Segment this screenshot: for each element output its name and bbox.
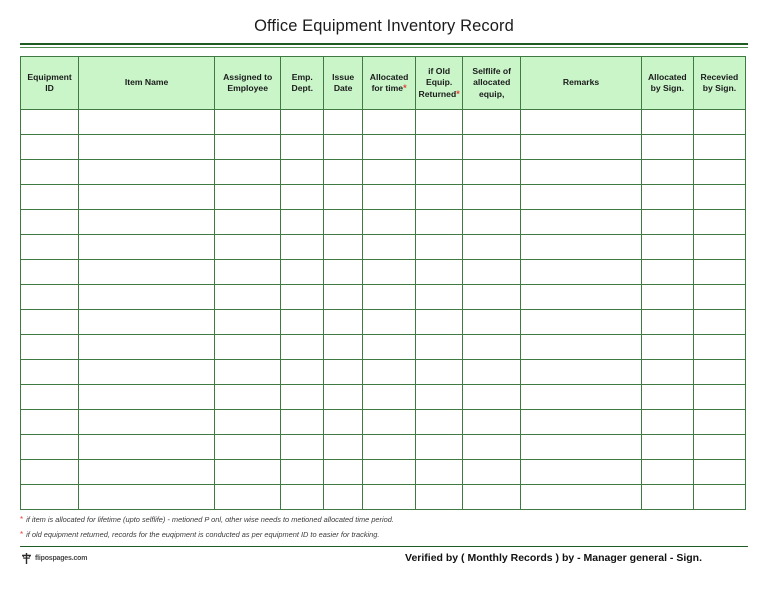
table-cell-old_equip[interactable]: [416, 435, 463, 460]
table-cell-received_sign[interactable]: [693, 260, 745, 285]
table-cell-equipment_id[interactable]: [21, 485, 79, 510]
table-cell-remarks[interactable]: [521, 310, 641, 335]
table-row: [21, 210, 746, 235]
table-cell-issue_date[interactable]: [324, 360, 363, 385]
table-cell-assigned_to[interactable]: [215, 360, 281, 385]
table-cell-allocated_sign[interactable]: [641, 210, 693, 235]
table-cell-issue_date[interactable]: [324, 485, 363, 510]
header-label-line2: by Sign.: [650, 83, 685, 94]
table-cell-old_equip[interactable]: [416, 410, 463, 435]
table-cell-old_equip[interactable]: [416, 235, 463, 260]
required-marker-icon: *: [456, 88, 460, 99]
table-cell-allocated_sign[interactable]: [641, 160, 693, 185]
column-header-emp-dept: [281, 57, 324, 110]
table-cell-selflife[interactable]: [463, 460, 521, 485]
table-cell-assigned_to[interactable]: [215, 210, 281, 235]
table-cell-allocated_time[interactable]: [363, 485, 416, 510]
table-cell-allocated_time[interactable]: [363, 235, 416, 260]
column-header-allocated-for-time: [363, 57, 416, 110]
table-cell-item_name[interactable]: [79, 460, 215, 485]
header-label-line2: for time: [371, 82, 404, 93]
table-cell-emp_dept[interactable]: [281, 110, 324, 135]
table-cell-allocated_sign[interactable]: [641, 485, 693, 510]
table-cell-selflife[interactable]: [463, 335, 521, 360]
table-cell-allocated_sign[interactable]: [641, 285, 693, 310]
page-title: Office Equipment Inventory Record: [254, 17, 514, 35]
table-cell-issue_date[interactable]: [324, 160, 363, 185]
table-cell-equipment_id[interactable]: [21, 210, 79, 235]
table-cell-allocated_sign[interactable]: [641, 185, 693, 210]
table-cell-remarks[interactable]: [521, 110, 641, 135]
table-cell-emp_dept[interactable]: [281, 385, 324, 410]
table-row: [21, 310, 746, 335]
table-cell-item_name[interactable]: [79, 310, 215, 335]
header-label-line1: Issue: [332, 71, 355, 82]
table-cell-remarks[interactable]: [521, 360, 641, 385]
column-header-assigned-to-employee: [215, 57, 281, 110]
table-cell-allocated_time[interactable]: [363, 210, 416, 235]
table-cell-selflife[interactable]: [463, 185, 521, 210]
table-cell-assigned_to[interactable]: [215, 410, 281, 435]
column-header-equipment-id: [21, 57, 79, 110]
table-cell-remarks[interactable]: [521, 435, 641, 460]
table-cell-received_sign[interactable]: [693, 310, 745, 335]
table-cell-assigned_to[interactable]: [215, 285, 281, 310]
table-cell-emp_dept[interactable]: [281, 485, 324, 510]
table-cell-remarks[interactable]: [521, 210, 641, 235]
table-cell-selflife[interactable]: [463, 435, 521, 460]
table-cell-equipment_id[interactable]: [21, 385, 79, 410]
table-cell-old_equip[interactable]: [416, 385, 463, 410]
table-cell-received_sign[interactable]: [693, 460, 745, 485]
table-cell-emp_dept[interactable]: [281, 410, 324, 435]
table-cell-issue_date[interactable]: [324, 335, 363, 360]
table-cell-selflife[interactable]: [463, 210, 521, 235]
table-cell-allocated_time[interactable]: [363, 435, 416, 460]
table-row: [21, 135, 746, 160]
table-cell-item_name[interactable]: [79, 485, 215, 510]
table-cell-received_sign[interactable]: [693, 435, 745, 460]
table-cell-item_name[interactable]: [79, 385, 215, 410]
column-header-selflife-of-allocated-equip: [463, 57, 521, 110]
header-label-line2: Equip.: [425, 77, 453, 88]
table-cell-old_equip[interactable]: [416, 360, 463, 385]
table-cell-remarks[interactable]: [521, 485, 641, 510]
table-cell-item_name[interactable]: [79, 210, 215, 235]
table-cell-equipment_id[interactable]: [21, 110, 79, 135]
footnote-text: if item is allocated for lifetime (upto selflife) - metioned P onl, other wise needs to metioned allocated time period.: [26, 515, 394, 525]
table-cell-emp_dept[interactable]: [281, 335, 324, 360]
table-cell-allocated_sign[interactable]: [641, 410, 693, 435]
table-cell-equipment_id[interactable]: [21, 260, 79, 285]
table-cell-received_sign[interactable]: [693, 285, 745, 310]
table-cell-selflife[interactable]: [463, 410, 521, 435]
table-cell-old_equip[interactable]: [416, 310, 463, 335]
page-footer: [20, 547, 748, 565]
table-cell-issue_date[interactable]: [324, 110, 363, 135]
table-row: [21, 485, 746, 510]
table-cell-issue_date[interactable]: [324, 310, 363, 335]
table-cell-remarks[interactable]: [521, 460, 641, 485]
header-label-line1: Item Name: [124, 77, 169, 88]
header-label-line2: Date: [333, 83, 353, 94]
table-cell-old_equip[interactable]: [416, 210, 463, 235]
verified-by-statement: Verified by ( Monthly Records ) by - Manager general - Sign.: [405, 552, 702, 565]
asterisk-icon: *: [20, 515, 24, 525]
table-cell-assigned_to[interactable]: [215, 185, 281, 210]
table-cell-received_sign[interactable]: [693, 385, 745, 410]
table-cell-emp_dept[interactable]: [281, 360, 324, 385]
table-cell-selflife[interactable]: [463, 260, 521, 285]
table-cell-item_name[interactable]: [79, 260, 215, 285]
table-cell-allocated_time[interactable]: [363, 310, 416, 335]
column-header-old-equip-returned: [416, 57, 463, 110]
table-row: [21, 185, 746, 210]
table-cell-allocated_time[interactable]: [363, 260, 416, 285]
table-cell-issue_date[interactable]: [324, 385, 363, 410]
table-cell-emp_dept[interactable]: [281, 285, 324, 310]
table-cell-allocated_sign[interactable]: [641, 110, 693, 135]
table-cell-item_name[interactable]: [79, 185, 215, 210]
header-label-line2: allocated: [473, 77, 511, 88]
table-cell-allocated_time[interactable]: [363, 360, 416, 385]
header-label-line1: Equipment: [27, 71, 72, 82]
table-cell-assigned_to[interactable]: [215, 110, 281, 135]
table-cell-item_name[interactable]: [79, 235, 215, 260]
table-cell-emp_dept[interactable]: [281, 135, 324, 160]
table-row: [21, 260, 746, 285]
table-cell-assigned_to[interactable]: [215, 235, 281, 260]
table-cell-issue_date[interactable]: [324, 185, 363, 210]
table-cell-old_equip[interactable]: [416, 285, 463, 310]
header-label-line1: Recevied: [700, 71, 739, 82]
header-label-line1: if Old: [428, 65, 451, 76]
footnotes: [20, 515, 748, 540]
table-cell-assigned_to[interactable]: [215, 435, 281, 460]
table-cell-allocated_time[interactable]: [363, 110, 416, 135]
table-cell-selflife[interactable]: [463, 485, 521, 510]
table-cell-item_name[interactable]: [79, 285, 215, 310]
table-cell-received_sign[interactable]: [693, 135, 745, 160]
table-row: [21, 385, 746, 410]
table-cell-remarks[interactable]: [521, 410, 641, 435]
header-label-line1: Selflife of: [472, 66, 512, 77]
table-body: [21, 110, 746, 510]
header-label-line3: equip,: [479, 88, 505, 99]
table-cell-issue_date[interactable]: [324, 210, 363, 235]
brand-name: flipospages.com: [35, 554, 88, 562]
table-cell-remarks[interactable]: [521, 235, 641, 260]
table-cell-item_name[interactable]: [79, 160, 215, 185]
column-header-received-by-sign: [693, 57, 745, 110]
header-label-line1: Remarks: [562, 77, 600, 88]
table-row: [21, 285, 746, 310]
column-header-item-name: [79, 57, 215, 110]
table-cell-assigned_to[interactable]: [215, 335, 281, 360]
table-cell-item_name[interactable]: [79, 410, 215, 435]
table-cell-allocated_time[interactable]: [363, 285, 416, 310]
table-cell-issue_date[interactable]: [324, 260, 363, 285]
table-cell-allocated_time[interactable]: [363, 460, 416, 485]
table-cell-allocated_time[interactable]: [363, 135, 416, 160]
table-row: [21, 360, 746, 385]
table-cell-equipment_id[interactable]: [21, 410, 79, 435]
table-cell-issue_date[interactable]: [324, 435, 363, 460]
footnote-old-equipment: [20, 530, 748, 539]
table-cell-allocated_sign[interactable]: [641, 385, 693, 410]
table-header-row: [21, 57, 746, 110]
table-cell-remarks[interactable]: [521, 185, 641, 210]
table-cell-issue_date[interactable]: [324, 460, 363, 485]
table-cell-remarks[interactable]: [521, 285, 641, 310]
table-cell-equipment_id[interactable]: [21, 235, 79, 260]
table-cell-allocated_sign[interactable]: [641, 460, 693, 485]
table-cell-assigned_to[interactable]: [215, 385, 281, 410]
table-cell-equipment_id[interactable]: [21, 335, 79, 360]
table-cell-allocated_sign[interactable]: [641, 335, 693, 360]
table-cell-issue_date[interactable]: [324, 235, 363, 260]
table-cell-old_equip[interactable]: [416, 335, 463, 360]
table-cell-received_sign[interactable]: [693, 235, 745, 260]
table-cell-selflife[interactable]: [463, 160, 521, 185]
table-cell-emp_dept[interactable]: [281, 435, 324, 460]
table-cell-assigned_to[interactable]: [215, 460, 281, 485]
table-cell-allocated_sign[interactable]: [641, 435, 693, 460]
table-cell-issue_date[interactable]: [324, 135, 363, 160]
table-cell-old_equip[interactable]: [416, 460, 463, 485]
table-cell-assigned_to[interactable]: [215, 310, 281, 335]
column-header-issue-date: [324, 57, 363, 110]
table-cell-equipment_id[interactable]: [21, 310, 79, 335]
table-cell-equipment_id[interactable]: [21, 285, 79, 310]
table-cell-item_name[interactable]: [79, 335, 215, 360]
table-cell-old_equip[interactable]: [416, 185, 463, 210]
table-row: [21, 335, 746, 360]
table-cell-remarks[interactable]: [521, 260, 641, 285]
table-cell-received_sign[interactable]: [693, 160, 745, 185]
table-cell-emp_dept[interactable]: [281, 260, 324, 285]
table-cell-allocated_time[interactable]: [363, 410, 416, 435]
header-label-line1: Assigned to: [223, 71, 273, 82]
footnote-allocated-time: [20, 515, 748, 524]
table-cell-allocated_sign[interactable]: [641, 360, 693, 385]
header-label-line2: ID: [45, 83, 54, 94]
table-row: [21, 435, 746, 460]
table-cell-remarks[interactable]: [521, 160, 641, 185]
column-header-remarks: [521, 57, 641, 110]
table-cell-allocated_time[interactable]: [363, 335, 416, 360]
table-cell-equipment_id[interactable]: [21, 160, 79, 185]
table-cell-assigned_to[interactable]: [215, 485, 281, 510]
table-cell-received_sign[interactable]: [693, 185, 745, 210]
table-cell-selflife[interactable]: [463, 285, 521, 310]
table-cell-allocated_time[interactable]: [363, 185, 416, 210]
table-cell-selflife[interactable]: [463, 310, 521, 335]
table-row: [21, 110, 746, 135]
table-cell-issue_date[interactable]: [324, 410, 363, 435]
table-cell-emp_dept[interactable]: [281, 160, 324, 185]
table-cell-old_equip[interactable]: [416, 160, 463, 185]
table-cell-item_name[interactable]: [79, 360, 215, 385]
table-cell-old_equip[interactable]: [416, 135, 463, 160]
table-row: [21, 235, 746, 260]
table-cell-allocated_sign[interactable]: [641, 310, 693, 335]
header-label-line2: by Sign.: [702, 83, 737, 94]
table-cell-selflife[interactable]: [463, 360, 521, 385]
table-cell-allocated_sign[interactable]: [641, 135, 693, 160]
table-row: [21, 460, 746, 485]
header-label-line1: Allocated: [369, 71, 409, 82]
table-cell-remarks[interactable]: [521, 385, 641, 410]
table-cell-emp_dept[interactable]: [281, 310, 324, 335]
table-cell-equipment_id[interactable]: [21, 460, 79, 485]
inventory-table: [20, 56, 746, 510]
table-cell-allocated_sign[interactable]: [641, 235, 693, 260]
table-cell-emp_dept[interactable]: [281, 460, 324, 485]
table-cell-emp_dept[interactable]: [281, 235, 324, 260]
table-cell-assigned_to[interactable]: [215, 135, 281, 160]
table-cell-item_name[interactable]: [79, 135, 215, 160]
table-cell-old_equip[interactable]: [416, 110, 463, 135]
table-cell-remarks[interactable]: [521, 135, 641, 160]
table-cell-old_equip[interactable]: [416, 260, 463, 285]
table-cell-equipment_id[interactable]: [21, 435, 79, 460]
required-marker-icon: *: [403, 82, 407, 93]
table-row: [21, 410, 746, 435]
table-cell-assigned_to[interactable]: [215, 260, 281, 285]
header-label-line1: Allocated: [647, 71, 687, 82]
table-cell-selflife[interactable]: [463, 385, 521, 410]
logo-mark-icon: [20, 552, 33, 565]
table-cell-emp_dept[interactable]: [281, 210, 324, 235]
table-cell-received_sign[interactable]: [693, 485, 745, 510]
table-cell-equipment_id[interactable]: [21, 185, 79, 210]
table-cell-old_equip[interactable]: [416, 485, 463, 510]
header-label-line2: Employee: [227, 83, 268, 94]
table-cell-allocated_time[interactable]: [363, 160, 416, 185]
column-header-allocated-by-sign: [641, 57, 693, 110]
header-label-line1: Emp. Dept.: [291, 71, 314, 94]
brand-logo: [20, 552, 87, 565]
table-cell-selflife[interactable]: [463, 110, 521, 135]
table-cell-received_sign[interactable]: [693, 360, 745, 385]
footnote-text: if old equipment returned, records for the euqipment is conducted as per equipment ID to easier for tracking.: [26, 530, 380, 540]
table-cell-received_sign[interactable]: [693, 335, 745, 360]
table-cell-emp_dept[interactable]: [281, 185, 324, 210]
table-cell-issue_date[interactable]: [324, 285, 363, 310]
table-cell-equipment_id[interactable]: [21, 135, 79, 160]
table-cell-allocated_sign[interactable]: [641, 260, 693, 285]
table-cell-selflife[interactable]: [463, 135, 521, 160]
table-cell-item_name[interactable]: [79, 435, 215, 460]
table-cell-received_sign[interactable]: [693, 110, 745, 135]
asterisk-icon: *: [20, 530, 24, 540]
table-cell-item_name[interactable]: [79, 110, 215, 135]
table-cell-received_sign[interactable]: [693, 210, 745, 235]
table-cell-equipment_id[interactable]: [21, 360, 79, 385]
table-cell-remarks[interactable]: [521, 335, 641, 360]
table-cell-assigned_to[interactable]: [215, 160, 281, 185]
table-cell-allocated_time[interactable]: [363, 385, 416, 410]
table-cell-received_sign[interactable]: [693, 410, 745, 435]
table-row: [21, 160, 746, 185]
header-label-line3: Returned: [418, 88, 457, 99]
title-divider: [20, 43, 748, 48]
table-header: [21, 57, 746, 110]
table-cell-selflife[interactable]: [463, 235, 521, 260]
